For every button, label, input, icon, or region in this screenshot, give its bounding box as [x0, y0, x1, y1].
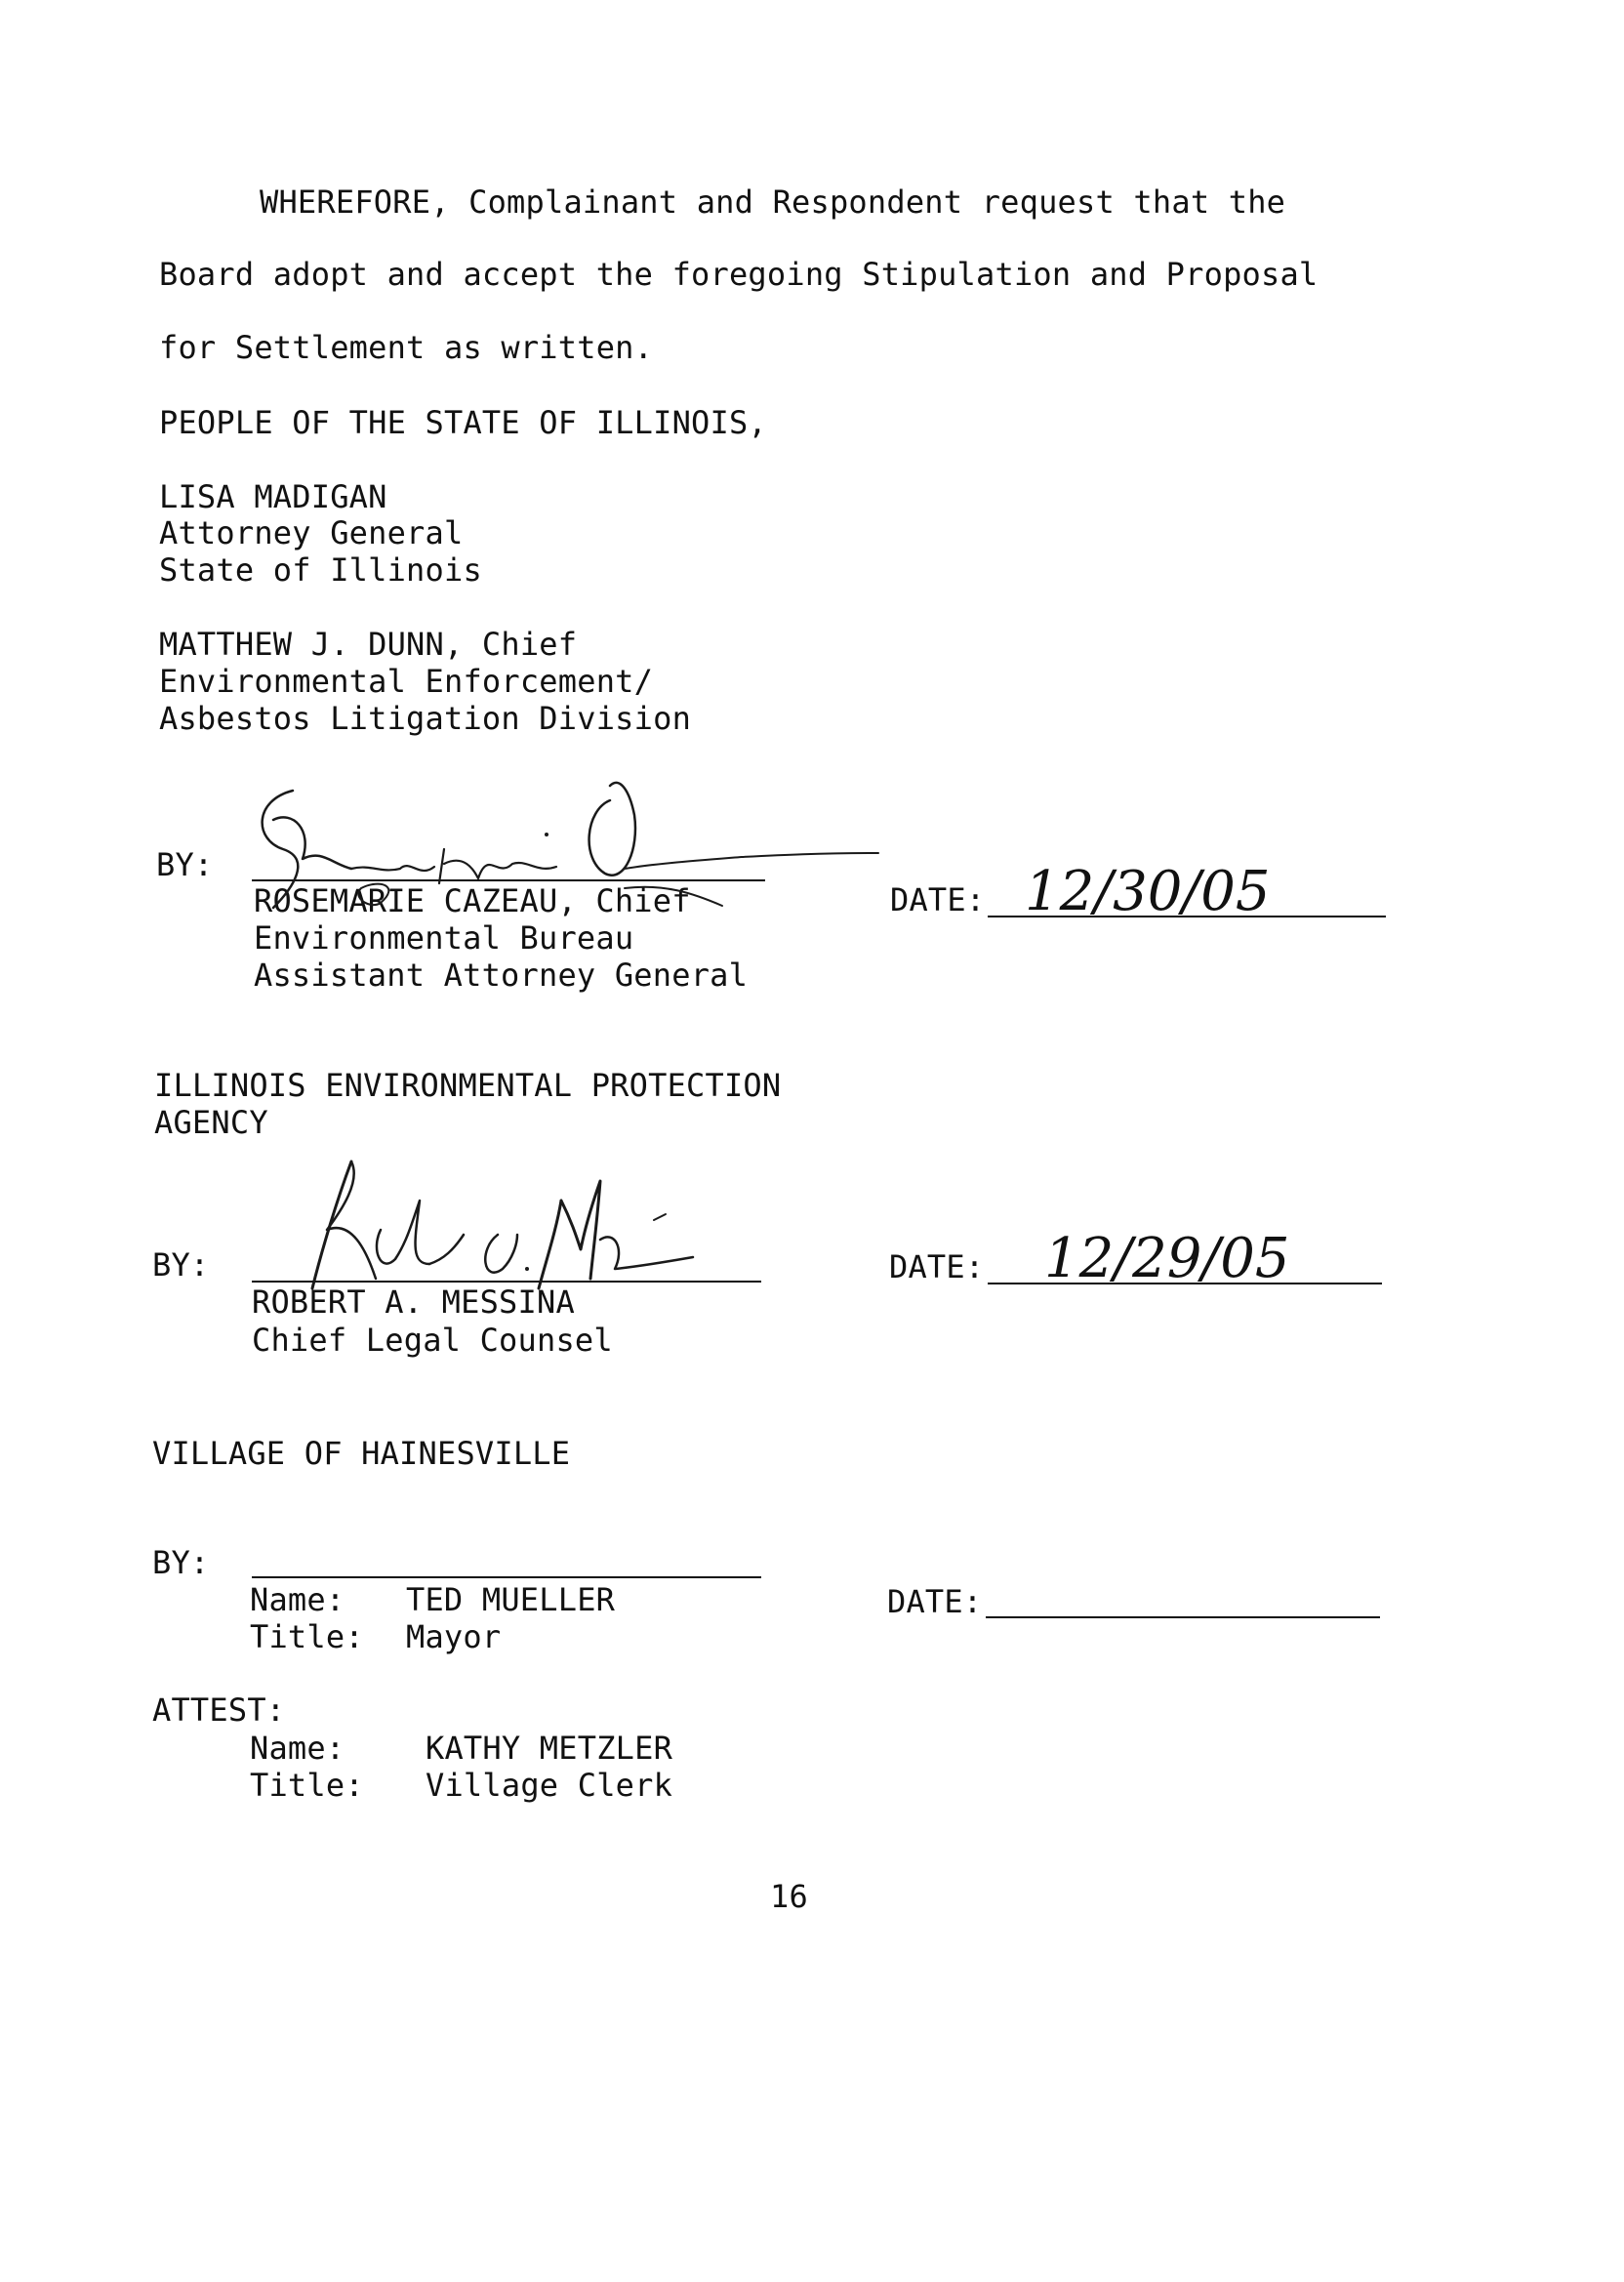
sig2-by-label: BY: — [152, 1246, 210, 1284]
sig2-signer-title: Chief Legal Counsel — [252, 1322, 613, 1359]
svg-text:12/30/05: 12/30/05 — [1025, 860, 1271, 923]
intro-line-1: WHEREFORE, Complainant and Respondent request that the — [260, 183, 1286, 221]
division-chief-division-1: Environmental Enforcement/ — [159, 663, 654, 700]
sig2-signer-name: ROBERT A. MESSINA — [252, 1284, 575, 1321]
attest-name-label: Name: — [250, 1730, 345, 1767]
attorney-general-name: LISA MADIGAN — [159, 478, 387, 515]
sig3-title-label: Title: — [250, 1618, 364, 1655]
division-chief-division-2: Asbestos Litigation Division — [159, 700, 692, 737]
sig3-signer-title: Mayor — [406, 1618, 502, 1655]
intro-line-2: Board adopt and accept the foregoing Stipulation and Proposal — [159, 256, 1319, 293]
sig1-signer-title-1: Environmental Bureau — [254, 919, 634, 957]
people-heading: PEOPLE OF THE STATE OF ILLINOIS, — [159, 404, 767, 441]
iepa-heading-2: AGENCY — [154, 1104, 268, 1141]
sig3-signer-name: TED MUELLER — [406, 1581, 616, 1618]
sig1-handwritten-date — [1015, 849, 1288, 957]
village-heading: VILLAGE OF HAINESVILLE — [152, 1435, 571, 1472]
sig3-name-label: Name: — [250, 1581, 345, 1618]
sig1-handwritten-signature — [234, 771, 956, 947]
sig2-handwritten-signature — [283, 1142, 712, 1308]
sig1-signer-name: ROSEMARIE CAZEAU, Chief — [254, 882, 691, 919]
sig2-handwritten-date — [1035, 1210, 1288, 1318]
sig1-date-label: DATE: — [890, 881, 986, 918]
intro-line-3: for Settlement as written. — [159, 329, 654, 366]
sig1-by-label: BY: — [156, 846, 214, 883]
attorney-general-title: Attorney General — [159, 514, 464, 551]
sig3-signature-line — [252, 1576, 761, 1578]
sig3-date-label: DATE: — [887, 1583, 983, 1620]
iepa-heading-1: ILLINOIS ENVIRONMENTAL PROTECTION — [154, 1067, 782, 1104]
attest-name: KATHY METZLER — [426, 1730, 673, 1767]
attest-title: Village Clerk — [426, 1767, 673, 1804]
sig3-date-line — [986, 1616, 1380, 1618]
sig2-date-label: DATE: — [889, 1248, 985, 1285]
attorney-general-state: State of Illinois — [159, 551, 482, 589]
page-number: 16 — [770, 1878, 808, 1915]
sig1-signer-title-2: Assistant Attorney General — [254, 957, 749, 994]
sig3-by-label: BY: — [152, 1544, 210, 1581]
division-chief-name: MATTHEW J. DUNN, Chief — [159, 626, 578, 663]
svg-text:12/29/05: 12/29/05 — [1044, 1227, 1290, 1290]
attest-label: ATTEST: — [152, 1691, 286, 1729]
attest-title-label: Title: — [250, 1767, 364, 1804]
